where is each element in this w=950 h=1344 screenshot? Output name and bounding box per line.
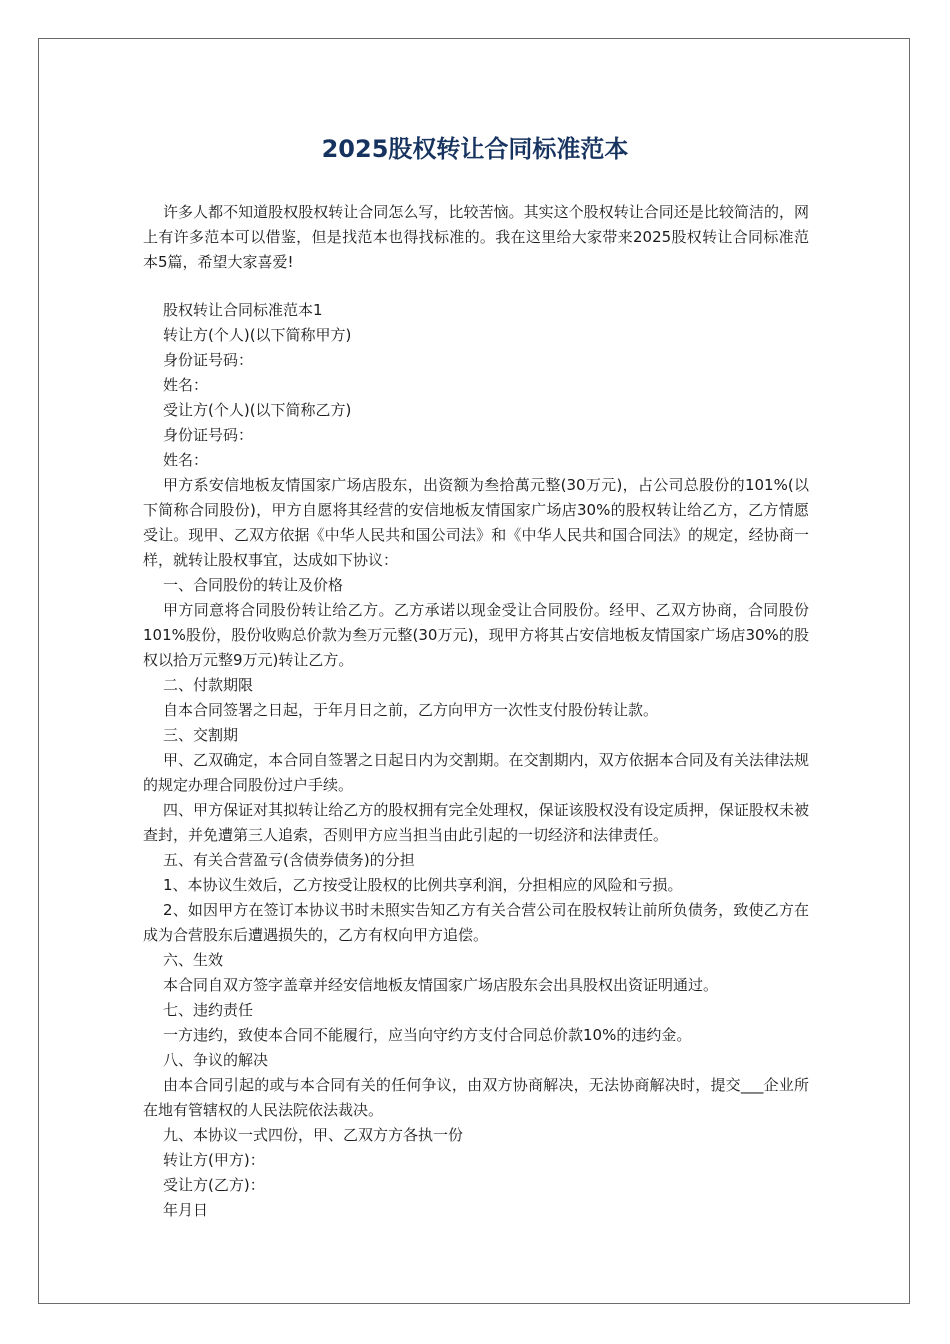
section-7-heading: 七、违约责任 xyxy=(163,1001,254,1019)
section-6-heading: 六、生效 xyxy=(163,951,224,969)
signature-transferee: 受让方(乙方)： xyxy=(163,1176,265,1194)
section-7-body: 一方违约，致使本合同不能履行，应当向守约方支付合同总价款10%的违约金。 xyxy=(163,1026,692,1044)
preamble-paragraph: 甲方系安信地板友情国家广场店股东，出资额为叁拾萬元整(30万元)，占公司总股份的101%(以下简称合同股份)，甲方自愿将其经营的安信地板友情国家广场店30%的股权转让给乙方，乙方情愿受让。现甲、乙双方依据《中华人民共和国公司法》和《中华人民共和国合同法》的规定，经协商一样，就转让股权事宜，达成如下协议： xyxy=(143,476,809,569)
section-5-heading: 五、有关合营盈亏(含债券债务)的分担 xyxy=(163,851,415,869)
signature-transferor: 转让方(甲方)： xyxy=(163,1151,265,1169)
transferee-label: 受让方(个人)(以下简称乙方) xyxy=(163,401,352,419)
section-1-heading: 一、合同股份的转让及价格 xyxy=(163,576,344,594)
transferor-label: 转让方(个人)(以下简称甲方) xyxy=(163,326,352,344)
transferee-id-field: 身份证号码： xyxy=(163,426,254,444)
section-8-heading: 八、争议的解决 xyxy=(163,1051,269,1069)
section-9-heading: 九、本协议一式四份，甲、乙双方方各执一份 xyxy=(163,1126,464,1144)
contract-heading: 股权转让合同标准范本1 xyxy=(163,301,323,319)
section-3-body: 甲、乙双确定，本合同自签署之日起日内为交割期。在交割期内，双方依据本合同及有关法律法规的规定办理合同股份过户手续。 xyxy=(143,751,809,794)
section-1-body: 甲方同意将合同股份转让给乙方。乙方承诺以现金受让合同股份。经甲、乙双方协商，合同股份101%股份，股份收购总价款为叁万元整(30万元)，现甲方将其占安信地板友情国家广场店30%的股权以拾万元整9万元)转让乙方。 xyxy=(143,601,809,669)
section-2-body: 自本合同签署之日起，于年月日之前，乙方向甲方一次性支付股份转让款。 xyxy=(163,701,659,719)
intro-paragraph: 许多人都不知道股权股权转让合同怎么写，比较苦恼。其实这个股权转让合同还是比较简洁的，网上有许多范本可以借鉴，但是找范本也得找标准的。我在这里给大家带来2025股权转让合同标准范本5篇，希望大家喜爱! xyxy=(143,203,809,271)
section-2-heading: 二、付款期限 xyxy=(163,676,254,694)
transferor-id-field: 身份证号码： xyxy=(163,351,254,369)
transferor-name-field: 姓名： xyxy=(163,376,209,394)
contract-body xyxy=(143,298,809,1223)
section-5-item-1: 1、本协议生效后，乙方按受让股权的比例共享利润，分担相应的风险和亏损。 xyxy=(163,876,683,894)
transferee-name-field: 姓名： xyxy=(163,451,209,469)
section-5-item-2: 2、如因甲方在签订本协议书时未照实告知乙方有关合营公司在股权转让前所负债务，致使乙方在成为合营股东后遭遇损失的，乙方有权向甲方追偿。 xyxy=(143,901,809,944)
section-8-body: 由本合同引起的或与本合同有关的任何争议，由双方协商解决，无法协商解决时，提交___企业所在地有管辖权的人民法院依法裁决。 xyxy=(143,1076,809,1119)
document-title: 2025股权转让合同标准范本 xyxy=(321,135,629,163)
section-3-heading: 三、交割期 xyxy=(163,726,239,744)
section-6-body: 本合同自双方签字盖章并经安信地板友情国家广场店股东会出具股权出资证明通过。 xyxy=(163,976,719,994)
section-4-body: 四、甲方保证对其拟转让给乙方的股权拥有完全处理权，保证该股权没有设定质押，保证股权未被查封，并免遭第三人追索，否则甲方应当担当由此引起的一切经济和法律责任。 xyxy=(143,801,809,844)
signature-date: 年月日 xyxy=(163,1201,209,1219)
